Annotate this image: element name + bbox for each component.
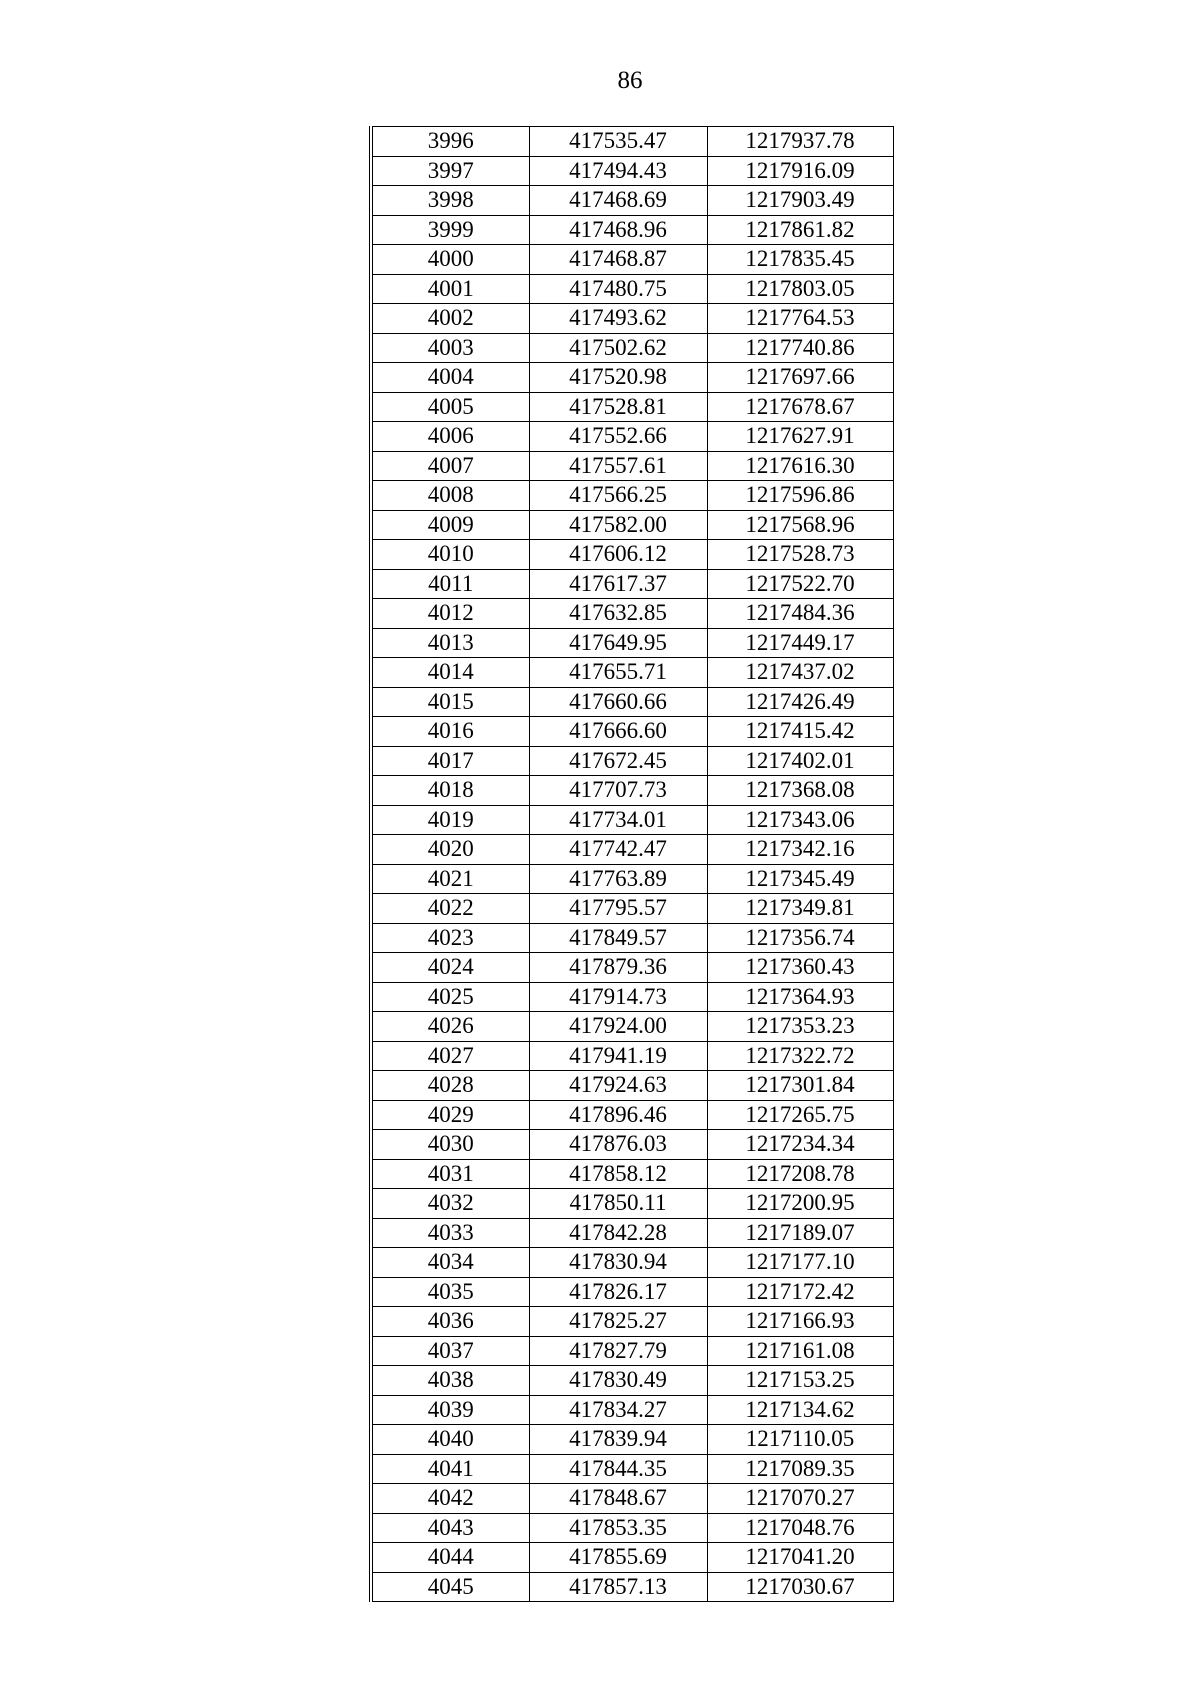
point-number-cell: 4025: [371, 982, 529, 1012]
point-number-cell: 3997: [371, 156, 529, 186]
table-row: [371, 717, 893, 747]
table-row: [371, 1513, 893, 1543]
x-coordinate-cell: 417830.49: [529, 1366, 707, 1396]
table-row: [371, 215, 893, 245]
table-row: [371, 333, 893, 363]
point-number-cell: 4038: [371, 1366, 529, 1396]
table-row: [371, 1572, 893, 1602]
table-row: [371, 1277, 893, 1307]
table-row: [371, 864, 893, 894]
y-coordinate-cell: 1217916.09: [707, 156, 893, 186]
y-coordinate-cell: 1217172.42: [707, 1277, 893, 1307]
y-coordinate-cell: 1217364.93: [707, 982, 893, 1012]
table-row: [371, 1189, 893, 1219]
point-number-cell: 4008: [371, 481, 529, 511]
y-coordinate-cell: 1217166.93: [707, 1307, 893, 1337]
y-coordinate-cell: 1217345.49: [707, 864, 893, 894]
x-coordinate-cell: 417520.98: [529, 363, 707, 393]
x-coordinate-cell: 417839.94: [529, 1425, 707, 1455]
x-coordinate-cell: 417924.00: [529, 1012, 707, 1042]
y-coordinate-cell: 1217048.76: [707, 1513, 893, 1543]
table-row: [371, 481, 893, 511]
x-coordinate-cell: 417480.75: [529, 274, 707, 304]
point-number-cell: 4036: [371, 1307, 529, 1337]
table-row: [371, 1425, 893, 1455]
x-coordinate-cell: 417876.03: [529, 1130, 707, 1160]
x-coordinate-cell: 417924.63: [529, 1071, 707, 1101]
y-coordinate-cell: 1217353.23: [707, 1012, 893, 1042]
y-coordinate-cell: 1217522.70: [707, 569, 893, 599]
point-number-cell: 4014: [371, 658, 529, 688]
table-row: [371, 127, 893, 157]
y-coordinate-cell: 1217322.72: [707, 1041, 893, 1071]
y-coordinate-cell: 1217200.95: [707, 1189, 893, 1219]
table-row: [371, 746, 893, 776]
x-coordinate-cell: 417566.25: [529, 481, 707, 511]
point-number-cell: 3998: [371, 186, 529, 216]
table-row: [371, 628, 893, 658]
point-number-cell: 3999: [371, 215, 529, 245]
y-coordinate-cell: 1217596.86: [707, 481, 893, 511]
y-coordinate-cell: 1217161.08: [707, 1336, 893, 1366]
y-coordinate-cell: 1217234.34: [707, 1130, 893, 1160]
y-coordinate-cell: 1217356.74: [707, 923, 893, 953]
point-number-cell: 4009: [371, 510, 529, 540]
x-coordinate-cell: 417557.61: [529, 451, 707, 481]
y-coordinate-cell: 1217089.35: [707, 1454, 893, 1484]
table-row: [371, 569, 893, 599]
point-number-cell: 4026: [371, 1012, 529, 1042]
y-coordinate-cell: 1217265.75: [707, 1100, 893, 1130]
x-coordinate-cell: 417853.35: [529, 1513, 707, 1543]
x-coordinate-cell: 417494.43: [529, 156, 707, 186]
point-number-cell: 4022: [371, 894, 529, 924]
y-coordinate-cell: 1217678.67: [707, 392, 893, 422]
table-row: [371, 835, 893, 865]
table-row: [371, 422, 893, 452]
y-coordinate-cell: 1217937.78: [707, 127, 893, 157]
y-coordinate-cell: 1217030.67: [707, 1572, 893, 1602]
point-number-cell: 4024: [371, 953, 529, 983]
table-row: [371, 304, 893, 334]
table-row: [371, 1100, 893, 1130]
x-coordinate-cell: 417844.35: [529, 1454, 707, 1484]
point-number-cell: 4042: [371, 1484, 529, 1514]
y-coordinate-cell: 1217070.27: [707, 1484, 893, 1514]
x-coordinate-cell: 417825.27: [529, 1307, 707, 1337]
point-number-cell: 4032: [371, 1189, 529, 1219]
x-coordinate-cell: 417468.96: [529, 215, 707, 245]
x-coordinate-cell: 417552.66: [529, 422, 707, 452]
page-number: 86: [617, 67, 643, 94]
point-number-cell: 4040: [371, 1425, 529, 1455]
table-row: [371, 1218, 893, 1248]
point-number-cell: 4019: [371, 805, 529, 835]
y-coordinate-cell: 1217110.05: [707, 1425, 893, 1455]
x-coordinate-cell: 417672.45: [529, 746, 707, 776]
point-number-cell: 4035: [371, 1277, 529, 1307]
y-coordinate-cell: 1217437.02: [707, 658, 893, 688]
table-row: [371, 1307, 893, 1337]
x-coordinate-cell: 417655.71: [529, 658, 707, 688]
x-coordinate-cell: 417941.19: [529, 1041, 707, 1071]
x-coordinate-cell: 417850.11: [529, 1189, 707, 1219]
table-row: [371, 776, 893, 806]
y-coordinate-cell: 1217301.84: [707, 1071, 893, 1101]
table-row: [371, 1484, 893, 1514]
table-row: [371, 245, 893, 275]
x-coordinate-cell: 417734.01: [529, 805, 707, 835]
x-coordinate-cell: 417493.62: [529, 304, 707, 334]
point-number-cell: 4002: [371, 304, 529, 334]
point-number-cell: 4012: [371, 599, 529, 629]
x-coordinate-cell: 417468.69: [529, 186, 707, 216]
x-coordinate-cell: 417914.73: [529, 982, 707, 1012]
table-row: [371, 363, 893, 393]
point-number-cell: 4030: [371, 1130, 529, 1160]
table-row: [371, 540, 893, 570]
y-coordinate-cell: 1217368.08: [707, 776, 893, 806]
point-number-cell: 4000: [371, 245, 529, 275]
x-coordinate-cell: 417857.13: [529, 1572, 707, 1602]
y-coordinate-cell: 1217835.45: [707, 245, 893, 275]
point-number-cell: 4039: [371, 1395, 529, 1425]
y-coordinate-cell: 1217041.20: [707, 1543, 893, 1573]
point-number-cell: 4004: [371, 363, 529, 393]
table-row: [371, 1159, 893, 1189]
table-row: [371, 953, 893, 983]
point-number-cell: 4003: [371, 333, 529, 363]
y-coordinate-cell: 1217343.06: [707, 805, 893, 835]
point-number-cell: 4045: [371, 1572, 529, 1602]
table-row: [371, 1012, 893, 1042]
y-coordinate-cell: 1217616.30: [707, 451, 893, 481]
y-coordinate-cell: 1217627.91: [707, 422, 893, 452]
y-coordinate-cell: 1217803.05: [707, 274, 893, 304]
table-row: [371, 1336, 893, 1366]
y-coordinate-cell: 1217349.81: [707, 894, 893, 924]
table-row: [371, 156, 893, 186]
table-row: [371, 451, 893, 481]
table-row: [371, 1543, 893, 1573]
y-coordinate-cell: 1217402.01: [707, 746, 893, 776]
y-coordinate-cell: 1217449.17: [707, 628, 893, 658]
x-coordinate-cell: 417707.73: [529, 776, 707, 806]
x-coordinate-cell: 417848.67: [529, 1484, 707, 1514]
x-coordinate-cell: 417842.28: [529, 1218, 707, 1248]
x-coordinate-cell: 417535.47: [529, 127, 707, 157]
point-number-cell: 4013: [371, 628, 529, 658]
point-number-cell: 4007: [371, 451, 529, 481]
x-coordinate-cell: 417632.85: [529, 599, 707, 629]
point-number-cell: 4023: [371, 923, 529, 953]
y-coordinate-cell: 1217415.42: [707, 717, 893, 747]
point-number-cell: 4033: [371, 1218, 529, 1248]
y-coordinate-cell: 1217208.78: [707, 1159, 893, 1189]
x-coordinate-cell: 417830.94: [529, 1248, 707, 1278]
x-coordinate-cell: 417502.62: [529, 333, 707, 363]
y-coordinate-cell: 1217903.49: [707, 186, 893, 216]
table-row: [371, 186, 893, 216]
x-coordinate-cell: 417742.47: [529, 835, 707, 865]
table-row: [371, 1248, 893, 1278]
point-number-cell: 4015: [371, 687, 529, 717]
y-coordinate-cell: 1217861.82: [707, 215, 893, 245]
x-coordinate-cell: 417849.57: [529, 923, 707, 953]
table-row: [371, 1130, 893, 1160]
point-number-cell: 4034: [371, 1248, 529, 1278]
table-row: [371, 1071, 893, 1101]
x-coordinate-cell: 417468.87: [529, 245, 707, 275]
point-number-cell: 4011: [371, 569, 529, 599]
x-coordinate-cell: 417666.60: [529, 717, 707, 747]
x-coordinate-cell: 417660.66: [529, 687, 707, 717]
point-number-cell: 4031: [371, 1159, 529, 1189]
point-number-cell: 4016: [371, 717, 529, 747]
table-row: [371, 1454, 893, 1484]
point-number-cell: 4020: [371, 835, 529, 865]
x-coordinate-cell: 417879.36: [529, 953, 707, 983]
y-coordinate-cell: 1217153.25: [707, 1366, 893, 1396]
table-row: [371, 894, 893, 924]
y-coordinate-cell: 1217360.43: [707, 953, 893, 983]
y-coordinate-cell: 1217484.36: [707, 599, 893, 629]
point-number-cell: 3996: [371, 127, 529, 157]
point-number-cell: 4010: [371, 540, 529, 570]
x-coordinate-cell: 417834.27: [529, 1395, 707, 1425]
x-coordinate-cell: 417582.00: [529, 510, 707, 540]
table-row: [371, 392, 893, 422]
point-number-cell: 4044: [371, 1543, 529, 1573]
point-number-cell: 4017: [371, 746, 529, 776]
point-number-cell: 4041: [371, 1454, 529, 1484]
point-number-cell: 4018: [371, 776, 529, 806]
coordinate-table: [369, 126, 894, 1602]
point-number-cell: 4001: [371, 274, 529, 304]
x-coordinate-cell: 417826.17: [529, 1277, 707, 1307]
point-number-cell: 4021: [371, 864, 529, 894]
point-number-cell: 4029: [371, 1100, 529, 1130]
y-coordinate-cell: 1217528.73: [707, 540, 893, 570]
table-row: [371, 510, 893, 540]
x-coordinate-cell: 417528.81: [529, 392, 707, 422]
point-number-cell: 4006: [371, 422, 529, 452]
y-coordinate-cell: 1217177.10: [707, 1248, 893, 1278]
table-row: [371, 274, 893, 304]
table-row: [371, 687, 893, 717]
y-coordinate-cell: 1217568.96: [707, 510, 893, 540]
x-coordinate-cell: 417617.37: [529, 569, 707, 599]
x-coordinate-cell: 417858.12: [529, 1159, 707, 1189]
point-number-cell: 4005: [371, 392, 529, 422]
y-coordinate-cell: 1217740.86: [707, 333, 893, 363]
point-number-cell: 4027: [371, 1041, 529, 1071]
table-row: [371, 1366, 893, 1396]
coordinate-table-body: [371, 127, 893, 1602]
table-row: [371, 1041, 893, 1071]
x-coordinate-cell: 417606.12: [529, 540, 707, 570]
table-row: [371, 599, 893, 629]
point-number-cell: 4028: [371, 1071, 529, 1101]
x-coordinate-cell: 417795.57: [529, 894, 707, 924]
table-row: [371, 658, 893, 688]
table-row: [371, 805, 893, 835]
x-coordinate-cell: 417896.46: [529, 1100, 707, 1130]
table-row: [371, 982, 893, 1012]
y-coordinate-cell: 1217764.53: [707, 304, 893, 334]
y-coordinate-cell: 1217189.07: [707, 1218, 893, 1248]
y-coordinate-cell: 1217134.62: [707, 1395, 893, 1425]
table-row: [371, 1395, 893, 1425]
x-coordinate-cell: 417855.69: [529, 1543, 707, 1573]
x-coordinate-cell: 417827.79: [529, 1336, 707, 1366]
y-coordinate-cell: 1217697.66: [707, 363, 893, 393]
y-coordinate-cell: 1217342.16: [707, 835, 893, 865]
x-coordinate-cell: 417649.95: [529, 628, 707, 658]
table-row: [371, 923, 893, 953]
y-coordinate-cell: 1217426.49: [707, 687, 893, 717]
point-number-cell: 4037: [371, 1336, 529, 1366]
x-coordinate-cell: 417763.89: [529, 864, 707, 894]
point-number-cell: 4043: [371, 1513, 529, 1543]
